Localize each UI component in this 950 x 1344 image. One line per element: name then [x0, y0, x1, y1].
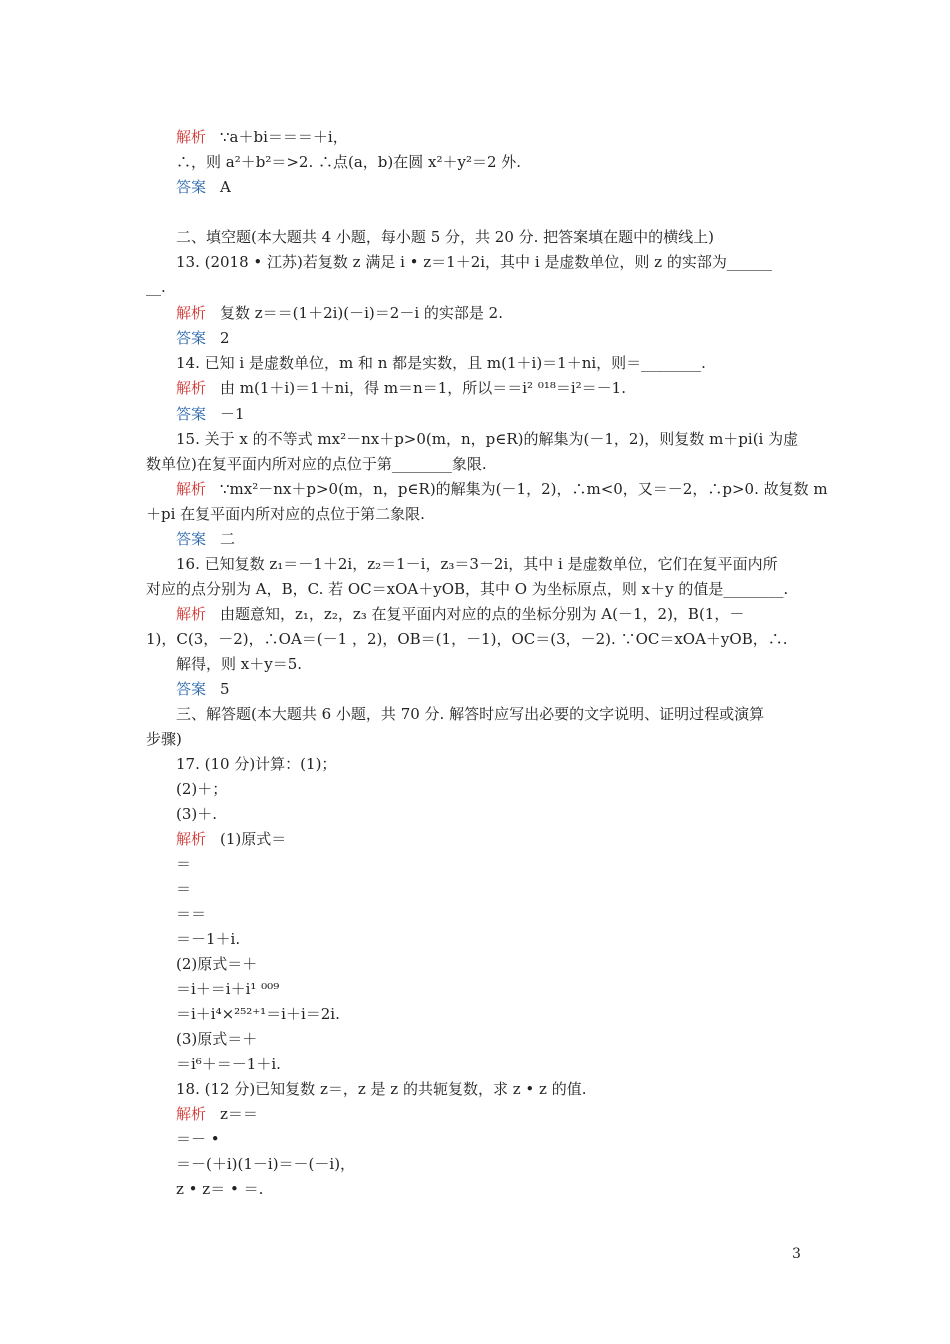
line-text: ∴，则 a²＋b²＝>2. ∴点(a，b)在圆 x²＋y²＝2 外. [176, 153, 522, 171]
line-text: 由题意知，z₁，z₂，z₃ 在复平面内对应的点的坐标分别为 A(－1，2)，B(1，－ [220, 605, 745, 623]
text-line [176, 428, 798, 450]
text-line [176, 878, 191, 900]
text-line [176, 1003, 340, 1025]
analysis-line [176, 126, 348, 148]
text-line [176, 1053, 281, 1075]
line-text: 1)，C(3，－2)，∴OA＝(－1 ，2)，OB＝(1，－1)，OC＝(3，－2). ∵OC＝xOA＋yOB，∴. [146, 630, 788, 648]
text-line [146, 728, 182, 750]
text-line [176, 978, 279, 1000]
line-text: 16. 已知复数 z₁＝－1＋2i，z₂＝1－i，z₃＝3－2i，其中 i 是虚数单位，它们在复平面内所 [176, 555, 778, 573]
line-text: 数单位)在复平面内所对应的点位于第________象限. [146, 455, 487, 473]
answer-label: 答案 [176, 178, 207, 196]
answer-label: 答案 [176, 680, 207, 698]
analysis-line [176, 377, 626, 399]
line-text: ＝ [176, 855, 192, 873]
text-line [176, 1178, 263, 1200]
text-line [146, 453, 487, 475]
text-line [176, 953, 257, 975]
line-text: (1)原式＝ [220, 830, 287, 848]
line-text: ＝－ • [176, 1130, 220, 1148]
text-line [176, 352, 706, 374]
page-number: 3 [792, 1246, 801, 1262]
line-text: (2)＋； [176, 780, 228, 798]
line-text: －1 [220, 405, 245, 423]
line-text: ＋pi 在复平面内所对应的点位于第二象限. [146, 505, 425, 523]
line-text: ＝i⁶＋＝－1＋i. [176, 1055, 281, 1073]
text-line [146, 276, 166, 298]
answer-line [176, 403, 245, 425]
line-text: 三、解答题(本大题共 6 小题，共 70 分. 解答时应写出必要的文字说明、证明过程或演算 [176, 705, 765, 723]
analysis-label: 解析 [176, 605, 207, 623]
text-line [176, 903, 206, 925]
text-line [176, 251, 772, 273]
text-line [176, 1078, 586, 1100]
line-text: (3)原式＝＋ [176, 1030, 258, 1048]
line-text: (3)＋. [176, 805, 218, 823]
text-line [176, 226, 714, 248]
answer-line [176, 678, 230, 700]
analysis-line [176, 302, 503, 324]
analysis-label: 解析 [176, 379, 207, 397]
text-line [176, 653, 302, 675]
answer-label: 答案 [176, 530, 207, 548]
answer-line [176, 176, 231, 198]
line-text: 5 [220, 680, 230, 698]
line-text: ＝－1＋i. [176, 930, 241, 948]
analysis-label: 解析 [176, 1105, 207, 1123]
text-line [176, 1153, 355, 1175]
text-line [146, 628, 788, 650]
line-text: A [220, 178, 231, 196]
line-text: 二、填空题(本大题共 4 小题，每小题 5 分，共 20 分. 把答案填在题中的横线上) [176, 228, 715, 246]
analysis-line [176, 828, 286, 850]
line-text: ∵mx²－nx＋p>0(m，n，p∈R)的解集为(－1，2)，∴m<0，又＝－2，∴p>0. 故复数 m [220, 480, 828, 498]
line-text: ∵a＋bi＝＝＝＋i， [220, 128, 348, 146]
text-line [176, 928, 240, 950]
line-text: z＝＝ [220, 1105, 258, 1123]
line-text: (2)原式＝＋ [176, 955, 258, 973]
analysis-line [176, 1103, 258, 1125]
text-line [176, 803, 217, 825]
line-text: ＝－(＋i)(1－i)＝－(－i)， [176, 1155, 356, 1173]
text-line [176, 1028, 257, 1050]
analysis-line [176, 603, 744, 625]
text-line [176, 553, 778, 575]
analysis-label: 解析 [176, 480, 207, 498]
line-text: z • z＝ • ＝. [176, 1180, 264, 1198]
answer-line [176, 327, 230, 349]
line-text: ＝i＋i⁴×²⁵²⁺¹＝i＋i＝2i. [176, 1005, 340, 1023]
answer-label: 答案 [176, 329, 207, 347]
text-line [176, 853, 191, 875]
line-text: 15. 关于 x 的不等式 mx²－nx＋p>0(m，n，p∈R)的解集为(－1，2)，则复数 m＋pi(i 为虚 [176, 430, 799, 448]
line-text: 对应的点分别为 A，B，C. 若 OC＝xOA＋yOB，其中 O 为坐标原点，则 x＋y 的值是________. [146, 580, 789, 598]
analysis-label: 解析 [176, 830, 207, 848]
text-line [146, 503, 425, 525]
line-text: 18. (12 分)已知复数 z＝，z 是 z 的共轭复数，求 z • z 的值. [176, 1080, 587, 1098]
text-line [176, 778, 227, 800]
line-text: ＝＝ [176, 905, 207, 923]
line-text: ＝i＋＝i＋i¹ ⁰⁰⁹ [176, 980, 280, 998]
line-text: 13. (2018 • 江苏)若复数 z 满足 i • z＝1＋2i，其中 i 是虚数单位，则 z 的实部为______ [176, 253, 772, 271]
text-line [176, 1128, 220, 1150]
answer-label: 答案 [176, 405, 207, 423]
line-text: 由 m(1＋i)＝1＋ni，得 m＝n＝1，所以＝＝i² ⁰¹⁸＝i²＝－1. [220, 379, 626, 397]
analysis-line [176, 478, 828, 500]
text-line [176, 753, 336, 775]
line-text: 步骤) [146, 730, 182, 748]
line-text: 2 [220, 329, 230, 347]
line-text: __. [146, 278, 166, 296]
answer-line [176, 528, 235, 550]
line-text: 解得，则 x＋y＝5. [176, 655, 303, 673]
line-text: 复数 z＝＝(1＋2i)(－i)＝2－i 的实部是 2. [220, 304, 503, 322]
analysis-label: 解析 [176, 304, 207, 322]
analysis-label: 解析 [176, 128, 207, 146]
line-text: 17. (10 分)计算：(1)； [176, 755, 337, 773]
line-text: 二 [220, 530, 236, 548]
line-text: ＝ [176, 880, 192, 898]
text-line [146, 578, 788, 600]
text-line [176, 703, 764, 725]
text-line [176, 151, 521, 173]
line-text: 14. 已知 i 是虚数单位，m 和 n 都是实数，且 m(1＋i)＝1＋ni，则＝________. [176, 354, 706, 372]
